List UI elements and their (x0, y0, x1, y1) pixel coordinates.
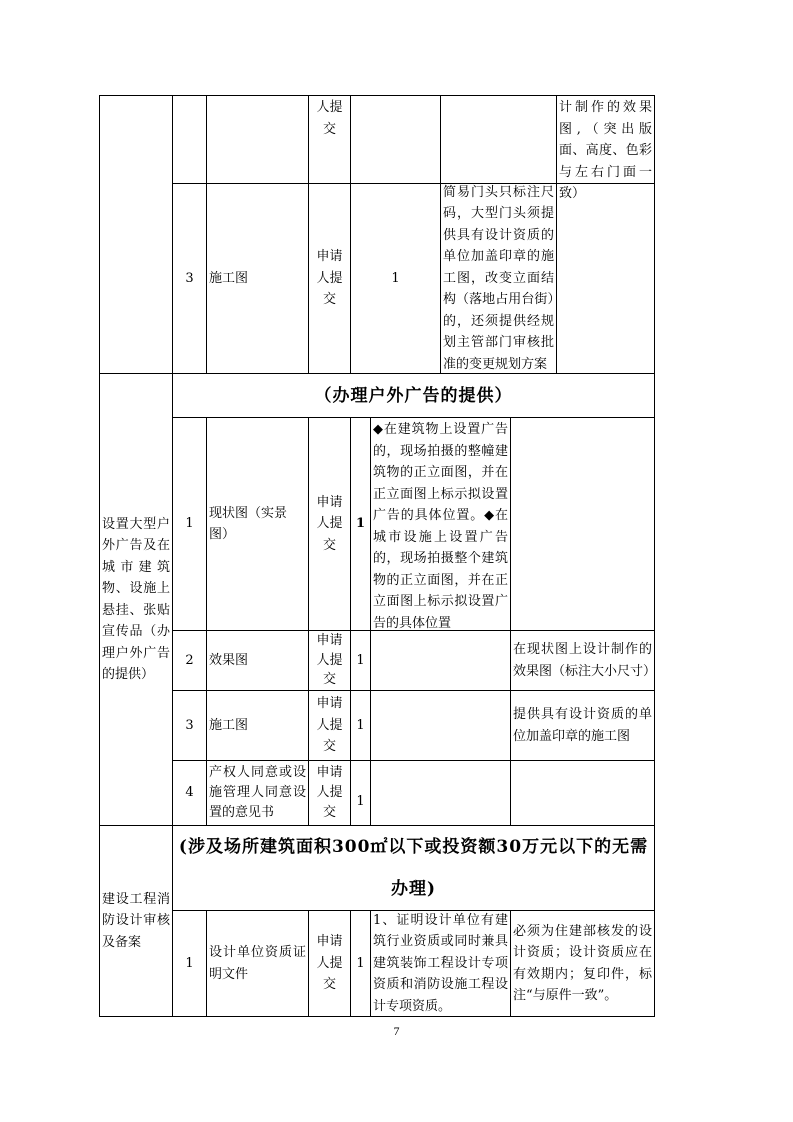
source-cell: 申请人提交 (308, 183, 351, 374)
note-cell (556, 183, 655, 374)
count-cell: 1 (350, 417, 371, 631)
count-cell: 1 (350, 690, 371, 761)
row-number: 3 (172, 183, 207, 374)
count-cell: 1 (350, 630, 371, 691)
requirement-cell: 1、证明设计单位有建筑行业资质或同时兼具建筑装饰工程设计专项资质和消防设施工程设计专项资质。 (370, 910, 511, 1017)
material-name: 施工图 (206, 690, 309, 761)
category-cell-empty (99, 95, 173, 374)
table-cell (206, 95, 309, 184)
requirement-cell (370, 690, 511, 761)
material-name: 效果图 (206, 630, 309, 691)
note-cell: 必须为住建部核发的设计资质；设计资质应在有效期内；复印件，标注“与原件一致”。 (510, 910, 655, 1017)
material-name: 施工图 (206, 183, 309, 374)
section-header: (涉及场所建筑面积300㎡以下或投资额30万元以下的无需办理) (172, 825, 655, 911)
note-cell: 计制作的效果图,（突出版面、高度、色彩与左右门面一致） (556, 95, 655, 184)
category-cell: 设置大型户外广告及在城市建筑物、设施上悬挂、张贴宣传品（办理户外广告的提供） (99, 373, 173, 826)
row-number: 1 (172, 417, 207, 631)
material-name: 现状图（实景图） (206, 417, 309, 631)
note-cell: 在现状图上设计制作的效果图（标注大小尺寸） (510, 630, 655, 691)
row-number: 4 (172, 760, 207, 826)
section-header: （办理户外广告的提供） (172, 373, 655, 418)
source-cell: 申请人提交 (308, 630, 351, 691)
requirement-cell: 简易门头只标注尺码，大型门头须提供具有设计资质的单位加盖印章的施工图，改变立面结构（落地占用台街）的，还须提供经规划主管部门审核批准的变更规划方案 (440, 183, 557, 374)
requirement-cell: ◆在建筑物上设置广告的，现场拍摄的整幢建筑物的正立面图，并在正立面图上标示拟设置广告的具体位置。◆在城市设施上设置广告的，现场拍摄整个建筑物的正立面图，并在正立面图上标示拟设置广告的具体位置 (370, 417, 511, 631)
count-cell: 1 (350, 760, 371, 826)
note-cell: 提供具有设计资质的单位加盖印章的施工图 (510, 690, 655, 761)
requirement-cell (370, 630, 511, 691)
row-number: 1 (172, 910, 207, 1017)
page-number: 7 (393, 1024, 400, 1038)
requirement-cell (370, 760, 511, 826)
count-cell: 1 (350, 910, 371, 1017)
note-cell (510, 760, 655, 826)
source-cell: 申请人提交 (308, 417, 351, 631)
table-cell (350, 95, 441, 184)
row-number: 3 (172, 690, 207, 761)
source-cell: 申请人提交 (308, 910, 351, 1017)
count-cell: 1 (350, 183, 441, 374)
material-name: 产权人同意或设施管理人同意设置的意见书 (206, 760, 309, 826)
category-cell: 建设工程消防设计审核及备案 (99, 825, 173, 1017)
table-cell (172, 95, 207, 184)
material-name: 设计单位资质证明文件 (206, 910, 309, 1017)
source-cell: 人提交 (308, 95, 351, 184)
source-cell: 申请人提交 (308, 760, 351, 826)
table-cell (440, 95, 557, 184)
row-number: 2 (172, 630, 207, 691)
note-cell (510, 417, 655, 631)
source-cell: 申请人提交 (308, 690, 351, 761)
